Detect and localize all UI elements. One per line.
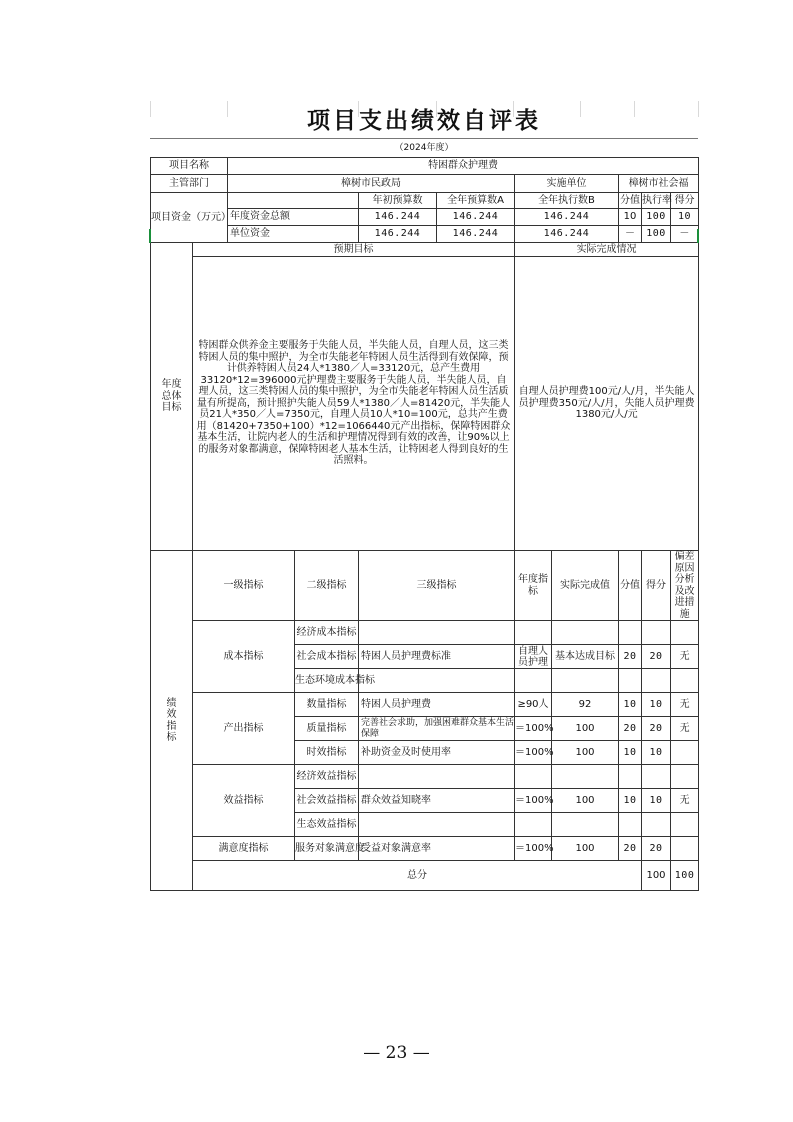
level2-cell: 质量指标 xyxy=(295,717,359,741)
annual-header: 年度指标 xyxy=(515,551,552,621)
grid-line xyxy=(698,101,699,117)
actual-cell: 100 xyxy=(552,789,619,813)
table-row xyxy=(151,765,699,789)
level3-cell: 特困人员护理费标准 xyxy=(359,645,515,669)
funds-header-row xyxy=(151,193,699,209)
actual-cell xyxy=(552,813,619,837)
actual-cell: 基本达成目标 xyxy=(552,645,619,669)
level2-cell: 生态环境成本指标 xyxy=(295,669,359,693)
annual-cell xyxy=(515,669,552,693)
funds-row xyxy=(151,209,699,226)
score-cell: 20 xyxy=(642,837,671,861)
level2-cell: 服务对象满意度 xyxy=(295,837,359,861)
level3-cell: 群众效益知晓率 xyxy=(359,789,515,813)
group-output: 产出指标 xyxy=(193,693,295,765)
deviation-cell xyxy=(671,837,699,861)
exec-rate-value: 100 xyxy=(642,226,671,243)
actual-cell xyxy=(552,621,619,645)
level2-cell: 经济成本指标 xyxy=(295,621,359,645)
dept-value: 樟树市民政局 xyxy=(228,175,515,193)
initial-budget-value: 146.244 xyxy=(359,226,437,243)
annual-cell: ＝100% xyxy=(515,789,552,813)
project-name-label: 项目名称 xyxy=(151,158,228,175)
level1-header: 一级指标 xyxy=(193,551,295,621)
actual-cell: 100 xyxy=(552,741,619,765)
total-score-value: 100 xyxy=(642,861,671,891)
sv-cell: 20 xyxy=(619,837,642,861)
score-cell: 10 xyxy=(642,789,671,813)
score-cell: 20 xyxy=(642,717,671,741)
level3-cell: 特困人员护理费 xyxy=(359,693,515,717)
annual-cell: ≥90人 xyxy=(515,693,552,717)
funds-row xyxy=(151,226,699,243)
sv-header: 分值 xyxy=(619,551,642,621)
exec-rate-value: 100 xyxy=(642,209,671,226)
page-number: — 23 — xyxy=(363,1043,430,1063)
level2-cell: 经济效益指标 xyxy=(295,765,359,789)
score-cell: 10 xyxy=(642,693,671,717)
dept-label: 主管部门 xyxy=(151,175,228,193)
level3-header: 三级指标 xyxy=(359,551,515,621)
actual-header: 实际完成情况 xyxy=(515,243,699,257)
sv-cell: 10 xyxy=(619,741,642,765)
actual-cell: 100 xyxy=(552,717,619,741)
level3-cell xyxy=(359,669,515,693)
department-row xyxy=(151,175,699,193)
score-cell: 20 xyxy=(642,645,671,669)
actual-value-header: 实际完成值 xyxy=(552,551,619,621)
annual-cell: 自理人员护理 xyxy=(515,645,552,669)
cell-marker xyxy=(697,229,704,243)
exec-rate-header: 执行率 xyxy=(642,193,671,209)
perf-header-row xyxy=(151,551,699,621)
level2-cell: 时效指标 xyxy=(295,741,359,765)
deviation-cell xyxy=(671,741,699,765)
impl-unit-value: 樟树市社会福 xyxy=(619,175,699,193)
score-value-cell: 10 xyxy=(671,209,699,226)
cell-marker xyxy=(149,229,156,243)
score-header: 得分 xyxy=(671,193,699,209)
full-budget-header: 全年预算数A xyxy=(437,193,515,209)
total-score: 100 xyxy=(671,861,699,891)
executed-header: 全年执行数B xyxy=(515,193,619,209)
score-value-header: 分值 xyxy=(619,193,642,209)
project-name-value: 特困群众护理费 xyxy=(228,158,699,175)
page-title: 项目支出绩效自评表 xyxy=(150,104,698,139)
level2-header: 二级指标 xyxy=(295,551,359,621)
sv-cell xyxy=(619,813,642,837)
deviation-cell: 无 xyxy=(671,789,699,813)
sv-cell xyxy=(619,621,642,645)
actual-text: 自理人员护理费100元/人/月，半失能人员护理费350元/人/月，失能人员护理费1380元/人/元 xyxy=(515,257,699,551)
level3-cell xyxy=(359,765,515,789)
deviation-header: 偏差原因分析及改进措施 xyxy=(671,551,699,621)
level2-cell: 数量指标 xyxy=(295,693,359,717)
sv-cell: 10 xyxy=(619,693,642,717)
annual-cell xyxy=(515,621,552,645)
table-row xyxy=(151,621,699,645)
executed-value: 146.244 xyxy=(515,209,619,226)
expected-goal-text: 特困群众供养金主要服务于失能人员，半失能人员，自理人员，这三类特困人员的集中照护，为全市失能老年特困人员生活得到有效保障，预计供养特困人员24人*1380／人=33120元，总产生费用33120*12=396000元护理费主要服务于失能人员，半失能人员，自理人员，这三类特困人员的集中照护，为全市失能老年特困人员生活质量有所提高，预计照护失能人员59人*1380／人=81420元，半失能人员21人*350／人=7350元，自理人员10人*10=100元，总共产生费用（81420+7350+100）*12=1066440元产出指标，保障特困群众基本生活，让院内老人的生活和护理情况得到有效的改善，让90%以上的服务对象都满意，保障特困老人基本生活，让特困老人得到良好的生活照料。 xyxy=(193,257,515,551)
annual-cell xyxy=(515,765,552,789)
initial-budget-value: 146.244 xyxy=(359,209,437,226)
level2-cell: 社会成本指标 xyxy=(295,645,359,669)
funds-row-label: 年度资金总额 xyxy=(228,209,359,226)
full-budget-value: 146.244 xyxy=(437,209,515,226)
level2-cell: 社会效益指标 xyxy=(295,789,359,813)
actual-cell: 92 xyxy=(552,693,619,717)
annual-cell: ＝100% xyxy=(515,741,552,765)
full-budget-value: 146.244 xyxy=(437,226,515,243)
perf-label: 绩效指标 xyxy=(151,551,193,891)
initial-budget-header: 年初预算数 xyxy=(359,193,437,209)
group-satisfaction: 满意度指标 xyxy=(193,837,295,861)
deviation-cell xyxy=(671,813,699,837)
score-value-cell: － xyxy=(671,226,699,243)
funds-header-blank xyxy=(228,193,359,209)
year-subtitle: （2024年度） xyxy=(394,143,454,153)
executed-value: 146.244 xyxy=(515,226,619,243)
score-cell xyxy=(642,765,671,789)
level3-cell: 受益对象满意率 xyxy=(359,837,515,861)
annual-cell xyxy=(515,813,552,837)
annual-cell: ＝100% xyxy=(515,717,552,741)
level3-cell xyxy=(359,813,515,837)
score-value: 10 xyxy=(619,209,642,226)
score-value: － xyxy=(619,226,642,243)
score-cell xyxy=(642,621,671,645)
deviation-cell xyxy=(671,621,699,645)
score-cell xyxy=(642,813,671,837)
group-benefit: 效益指标 xyxy=(193,765,295,837)
funds-row-label: 单位资金 xyxy=(228,226,359,243)
funds-label: 项目资金（万元） xyxy=(151,193,228,243)
annual-goal-label: 年度总体目标 xyxy=(151,243,193,551)
actual-cell: 100 xyxy=(552,837,619,861)
level3-cell xyxy=(359,621,515,645)
project-name-row xyxy=(151,158,699,175)
score-col-header: 得分 xyxy=(642,551,671,621)
deviation-cell: 无 xyxy=(671,645,699,669)
impl-unit-label: 实施单位 xyxy=(515,175,619,193)
level2-cell: 生态效益指标 xyxy=(295,813,359,837)
expected-goal-header: 预期目标 xyxy=(193,243,515,257)
actual-cell xyxy=(552,765,619,789)
table-row xyxy=(151,693,699,717)
sv-cell xyxy=(619,765,642,789)
sv-cell: 20 xyxy=(619,717,642,741)
group-cost: 成本指标 xyxy=(193,621,295,693)
score-cell xyxy=(642,669,671,693)
table-row xyxy=(151,837,699,861)
annual-cell: ＝100% xyxy=(515,837,552,861)
level3-cell: 补助资金及时使用率 xyxy=(359,741,515,765)
level3-cell: 完善社会求助，加强困难群众基本生活保障 xyxy=(359,717,515,741)
sv-cell: 20 xyxy=(619,645,642,669)
deviation-cell: 无 xyxy=(671,717,699,741)
sv-cell xyxy=(619,669,642,693)
goal-header-row xyxy=(151,243,699,257)
total-row xyxy=(151,861,699,891)
deviation-cell: 无 xyxy=(671,693,699,717)
actual-cell xyxy=(552,669,619,693)
deviation-cell xyxy=(671,765,699,789)
goal-content-row xyxy=(151,257,699,551)
deviation-cell xyxy=(671,669,699,693)
total-label: 总分 xyxy=(193,861,642,891)
sv-cell: 10 xyxy=(619,789,642,813)
self-evaluation-table xyxy=(150,157,699,891)
score-cell: 10 xyxy=(642,741,671,765)
